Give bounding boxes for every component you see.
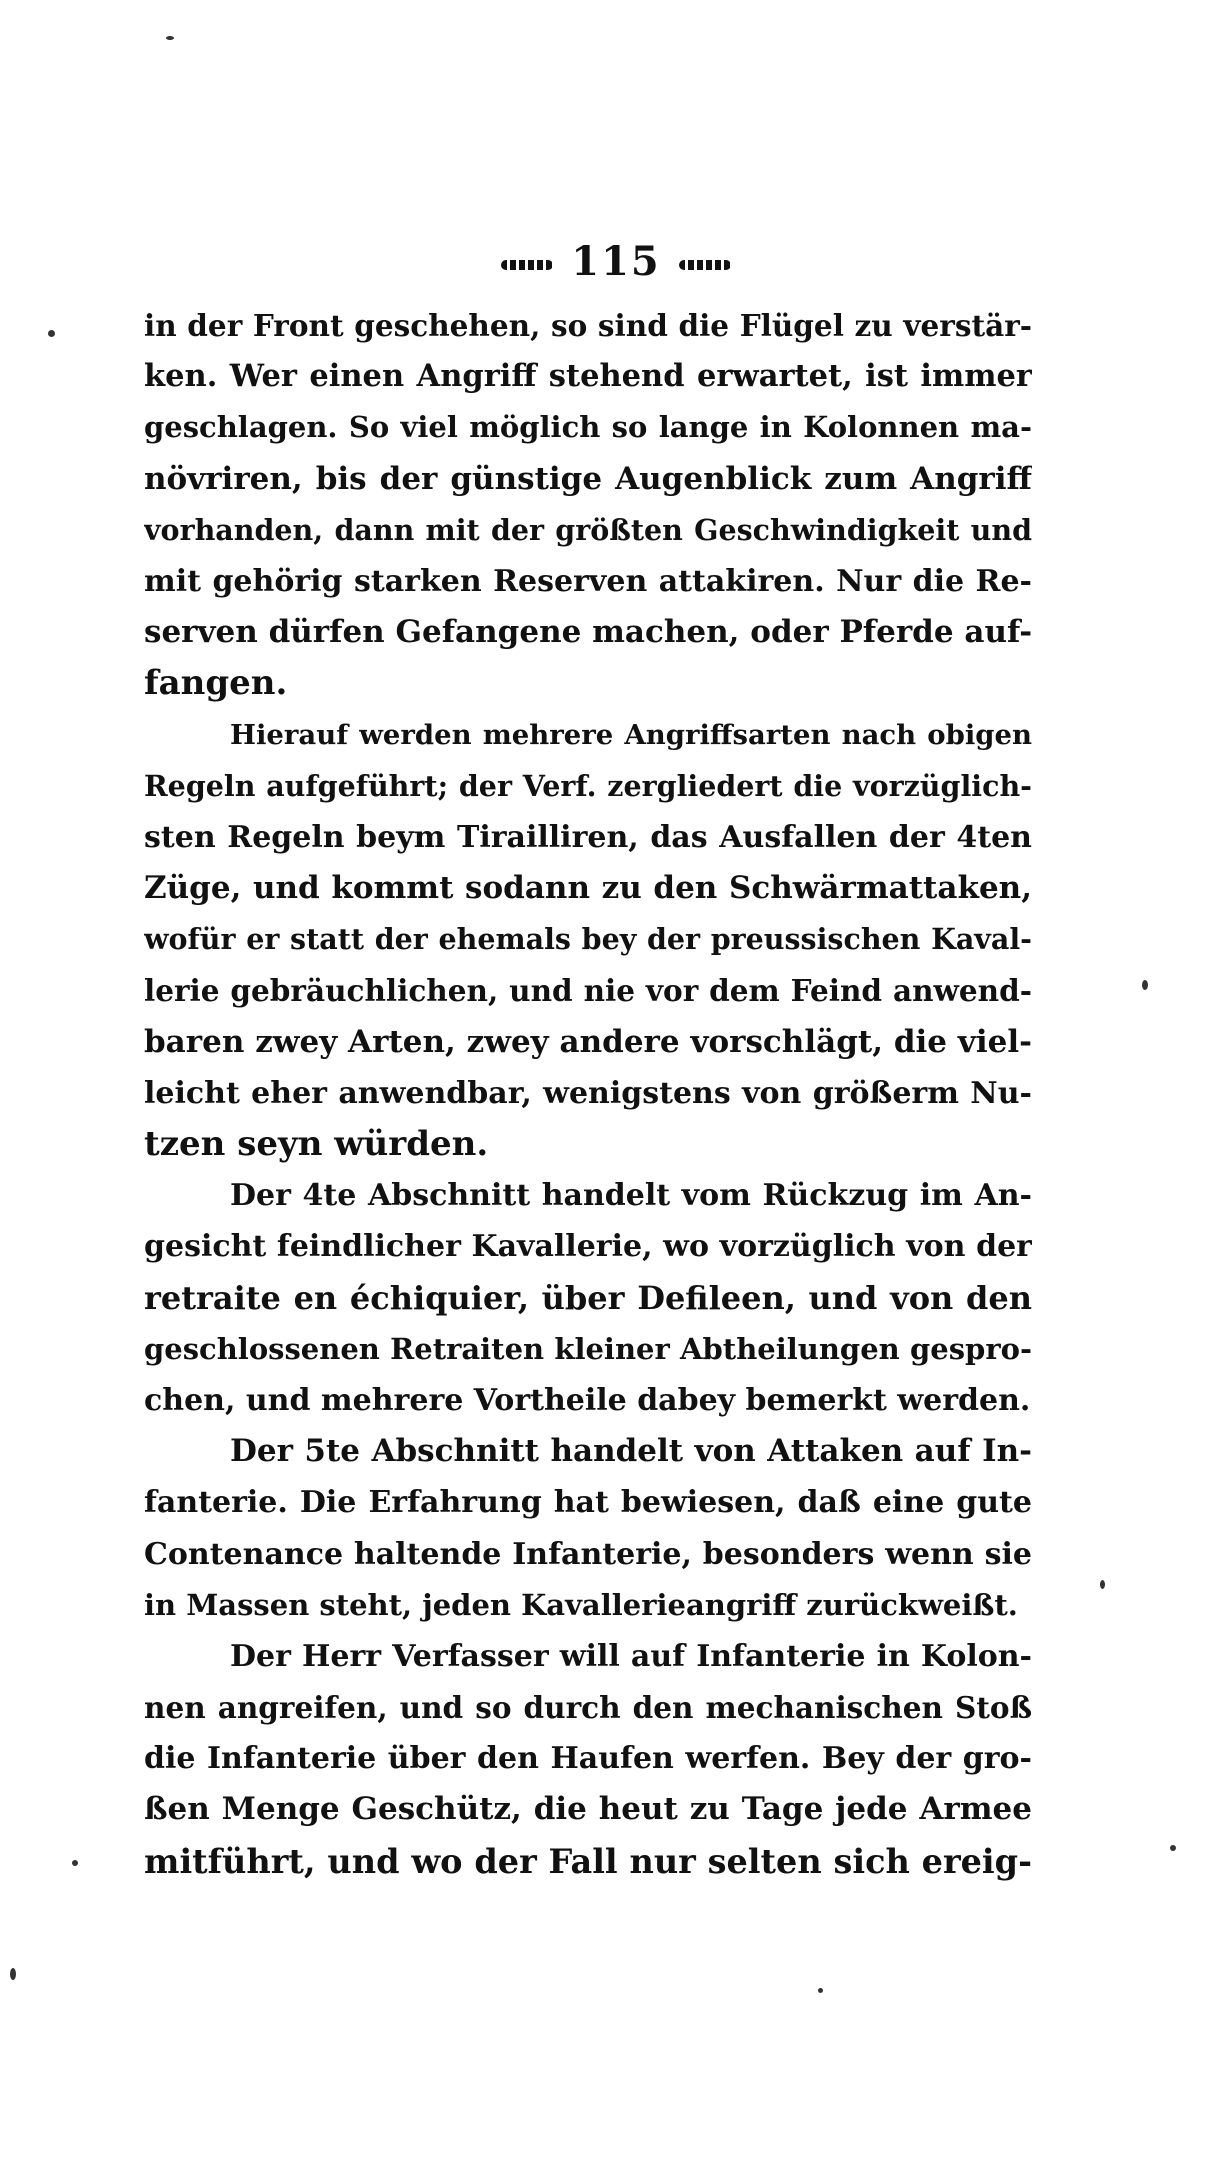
scan-speck: [72, 1860, 78, 1866]
text-line: Regeln aufgeführt; der Verf. zergliedert die vorzüglich-: [144, 768, 1032, 803]
scan-speck: [1142, 980, 1148, 990]
scan-speck: [10, 1968, 16, 1980]
text-line: lerie gebräuchlichen, und nie vor dem Feind anwend-: [144, 973, 1032, 1009]
text-line: retraite en échiquier, über Defileen, und von den: [144, 1278, 1032, 1317]
text-line: die Infanterie über den Haufen werfen. Bey der gro-: [144, 1741, 1032, 1777]
text-line: wofür er statt der ehemals bey der preussischen Kaval-: [144, 922, 1032, 957]
scan-speck: [48, 330, 55, 337]
text-line: serven dürfen Gefangene machen, oder Pferde auf-: [144, 614, 1032, 651]
text-line: in Massen steht, jeden Kavallerieangriff zurückweißt.: [144, 1587, 1018, 1622]
scan-speck: [1170, 1845, 1176, 1851]
right-ornament: [679, 260, 731, 270]
text-line: chen, und mehrere Vortheile dabey bemerkt werden.: [144, 1382, 1031, 1418]
text-line: tzen seyn würden.: [144, 1124, 489, 1164]
text-line: Der 4te Abschnitt handelt vom Rückzug im An-: [230, 1178, 1032, 1214]
text-line: mit gehörig starken Reserven attakiren. Nur die Re-: [144, 563, 1032, 599]
page-header: [0, 238, 1232, 285]
text-line: geschlagen. So viel möglich so lange in Kolonnen ma-: [144, 410, 1032, 445]
scan-speck: [818, 1988, 823, 1993]
text-line: Contenance haltende Infanterie, besonders wenn sie: [144, 1536, 1032, 1572]
text-line: nen angreifen, und so durch den mechanischen Stoß: [144, 1690, 1032, 1726]
scan-speck: [1100, 1580, 1105, 1589]
text-line: mitführt, und wo der Fall nur selten sich ereig-: [144, 1841, 1032, 1881]
text-line: Der 5te Abschnitt handelt von Attaken auf In-: [230, 1433, 1032, 1470]
text-line: leicht eher anwendbar, wenigstens von größerm Nu-: [144, 1075, 1032, 1111]
text-line: Der Herr Verfasser will auf Infanterie in Kolon-: [230, 1638, 1032, 1674]
text-line: fanterie. Die Erfahrung hat bewiesen, daß eine gute: [144, 1485, 1032, 1521]
text-line: ken. Wer einen Angriff stehend erwartet, ist immer: [144, 358, 1032, 395]
text-line: ßen Menge Geschütz, die heut zu Tage jede Armee: [144, 1791, 1032, 1828]
text-line: gesicht feindlicher Kavallerie, wo vorzüglich von der: [144, 1229, 1032, 1265]
text-line: Züge, und kommt sodann zu den Schwärmattaken,: [144, 870, 1032, 907]
scan-speck: [166, 36, 174, 40]
text-line: növriren, bis der günstige Augenblick zum Angriff: [144, 460, 1032, 497]
body-text: [144, 300, 1032, 1887]
left-ornament: [501, 260, 553, 270]
text-line: sten Regeln beym Tirailliren, das Ausfallen der 4ten: [144, 819, 1032, 855]
text-line: fangen.: [144, 663, 288, 704]
text-line: vorhanden, dann mit der größten Geschwindigkeit und: [144, 512, 1032, 547]
text-line: in der Front geschehen, so sind die Flügel zu verstär-: [144, 308, 1032, 343]
text-line: Hierauf werden mehrere Angriffsarten nach obigen: [230, 718, 1032, 751]
text-line: geschlossenen Retraiten kleiner Abtheilungen gespro-: [144, 1331, 1032, 1366]
page-number: 115: [571, 238, 661, 285]
text-line: baren zwey Arten, zwey andere vorschlägt, die viel-: [144, 1023, 1032, 1060]
